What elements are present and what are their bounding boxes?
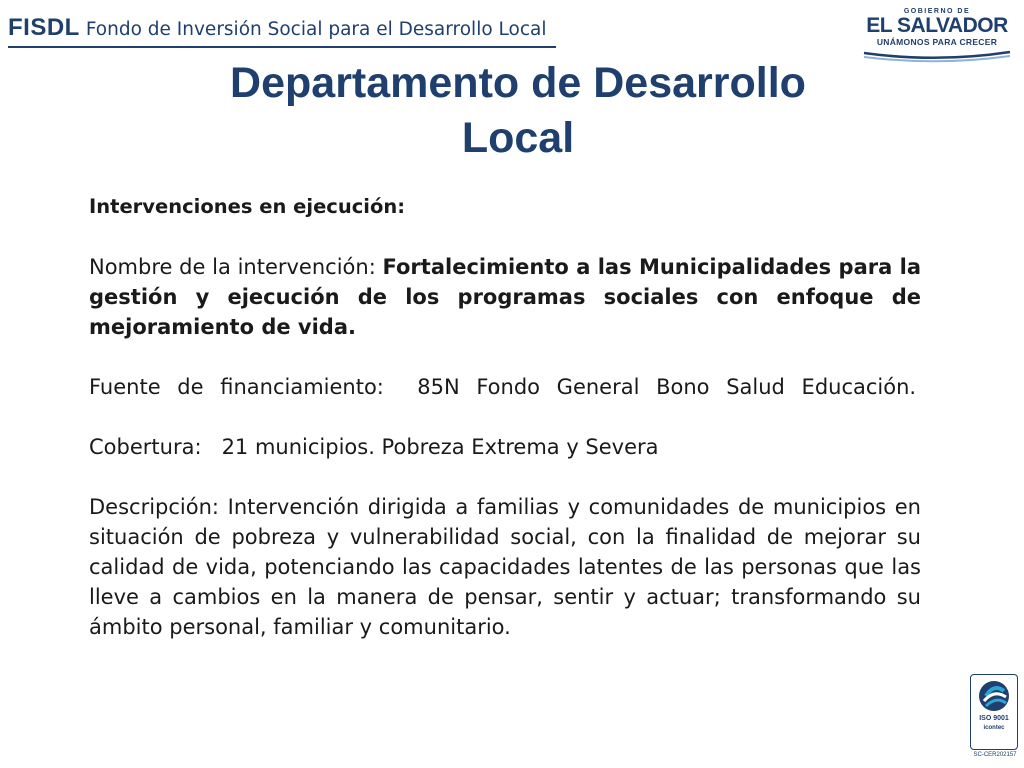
funding-source-value: 85N Fondo General Bono Salud Educación.	[417, 375, 917, 399]
intervention-name-label: Nombre de la intervención:	[89, 255, 376, 279]
header-divider	[8, 46, 556, 48]
description-label: Descripción:	[89, 495, 219, 519]
iso-badge-box	[970, 674, 1018, 750]
gov-logo-main-text: EL SALVADOR	[866, 14, 1008, 37]
description-paragraph	[89, 492, 921, 642]
description-value: Intervención dirigida a familias y comunidades de municipios en situación de pobreza y vulnerabilidad social, con la finalidad de mejorar su calidad de vida, potenciando las capacidades latentes de las personas que las lleve a cambios en la manera de pensar, sentir y actuar; transformando su ámbito personal, familiar y comunitario.	[89, 495, 921, 639]
page-title	[120, 56, 916, 166]
page-title-line1: Departamento de Desarrollo	[230, 59, 806, 107]
brand-name: Fondo de Inversión Social para el Desarrollo Local	[85, 19, 547, 40]
intervention-name-value: Fortalecimiento a las Municipalidades para la gestión y ejecución de los programas sociales con enfoque de mejoramiento de vida.	[89, 255, 921, 339]
coverage-label: Cobertura:	[89, 435, 202, 459]
funding-source-paragraph	[89, 372, 921, 402]
iso-certification-badge	[970, 674, 1020, 762]
gov-logo-slogan: UNÁMONOS PARA CRECER	[876, 37, 998, 47]
coverage-paragraph	[89, 432, 921, 462]
intervention-name-paragraph	[89, 252, 921, 342]
page-title-line2: Local	[461, 114, 575, 162]
funding-source-label: Fuente de financiamiento:	[89, 375, 384, 399]
certificate-code: SC-CER202157	[973, 752, 1017, 758]
coverage-value: 21 municipios. Pobreza Extrema y Severa	[221, 435, 659, 459]
header-brand	[8, 14, 556, 42]
content-body	[89, 192, 921, 642]
certifier-name: icontec	[983, 725, 1005, 731]
brand-acronym: FISDL	[8, 14, 80, 41]
iso-standard-text: ISO 9001	[979, 715, 1009, 722]
icontec-swirl-icon	[974, 679, 1014, 713]
section-heading: Intervenciones en ejecución:	[89, 195, 406, 218]
gov-logo-top-text: GOBIERNO DE	[903, 8, 971, 15]
